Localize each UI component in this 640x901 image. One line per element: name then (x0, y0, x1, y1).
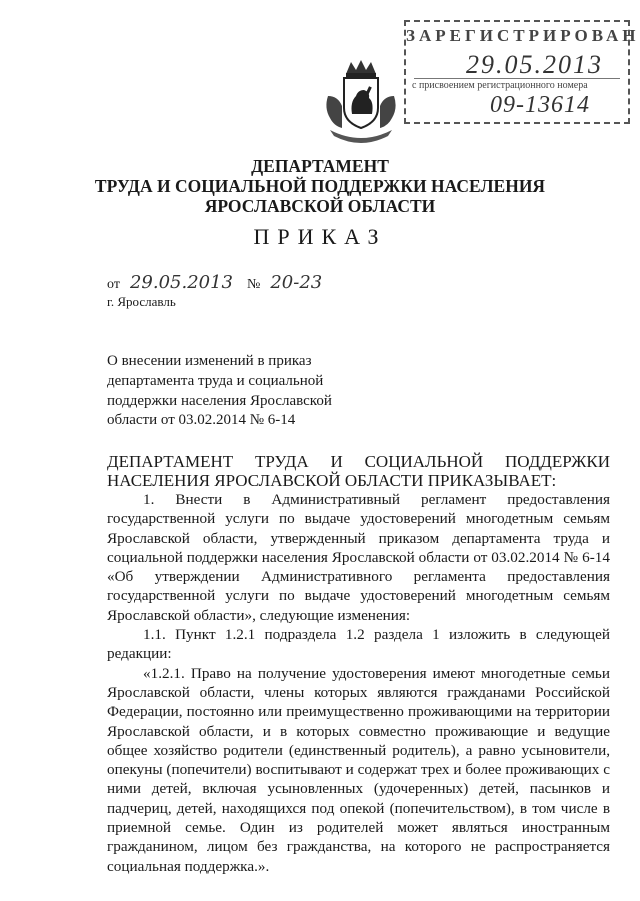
order-date: 29.05.2013 (129, 272, 233, 293)
paragraph-1-1: 1.1. Пункт 1.2.1 подраздела 1.2 раздела 1 изложить в следующей редакции: (107, 626, 610, 663)
stamp-note: с присвоением регистрационного номера (412, 80, 588, 91)
stamp-number: 09-13614 (490, 92, 590, 118)
order-meta (107, 272, 322, 293)
stamp-date: 29.05.2013 (466, 50, 603, 79)
order-from-label: от (107, 277, 120, 292)
order-subject (107, 352, 407, 431)
order-body (107, 452, 610, 876)
subject-line: департамента труда и социальной (107, 372, 324, 389)
order-city: г. Ярославль (107, 294, 176, 309)
paragraph-1-2-1: «1.2.1. Право на получение удостоверения имеют многодетные семьи Ярославской области, члены которых являются гражданами Российской Федерации, постоянно или преимущественно проживающими на территории Ярославской области, и в которых совместно проживающие и ведущие общее хозяйство родители (единственный родитель), а равно усыновители, опекуны (попечители) воспитывают и содержат трех и более проживающих с ними детей, включая усыновленных (удочеренных) детей, пасынков и падчериц, детей, находящихся под опекой (попечительством), в том числе в приемной семье. Один из родителей может являться иностранным гражданином, лицом без гражданства, на которого не распространяется социальная поддержка.». (107, 664, 610, 875)
department-title-line1: ДЕПАРТАМЕНТ (251, 156, 389, 176)
order-number: 20-23 (270, 272, 323, 293)
registration-stamp (404, 20, 640, 124)
department-title-line3: ЯРОСЛАВСКОЙ ОБЛАСТИ (204, 196, 436, 216)
document-type: ПРИКАЗ (253, 224, 387, 249)
department-title-line2: ТРУДА И СОЦИАЛЬНОЙ ПОДДЕРЖКИ НАСЕЛЕНИЯ (94, 176, 546, 196)
order-number-label: № (247, 277, 261, 292)
stamp-divider (414, 78, 620, 79)
subject-line: поддержки населения Ярославской (107, 392, 332, 409)
paragraph-1: 1. Внести в Административный регламент предоставления государственной услуги по выдаче удостоверений многодетным семьям Ярославской области, утвержденный приказом департамента труда и социальной поддержки населения Ярославской области от 03.02.2014 № 6-14 «Об утверждении Административного регламента предоставления государственной услуги по выдаче удостоверений многодетным семьям Ярославской области», следующие изменения: (107, 491, 610, 624)
subject-line: области от 03.02.2014 № 6-14 (107, 412, 296, 429)
stamp-title: ЗАРЕГИСТРИРОВАН (406, 26, 640, 45)
subject-line: О внесении изменений в приказ (107, 353, 312, 369)
order-preamble: ДЕПАРТАМЕНТ ТРУДА И СОЦИАЛЬНОЙ ПОДДЕРЖКИ НАСЕЛЕНИЯ ЯРОСЛАВСКОЙ ОБЛАСТИ ПРИКАЗЫВАЕТ: (107, 452, 610, 490)
coat-of-arms-icon (316, 56, 406, 146)
